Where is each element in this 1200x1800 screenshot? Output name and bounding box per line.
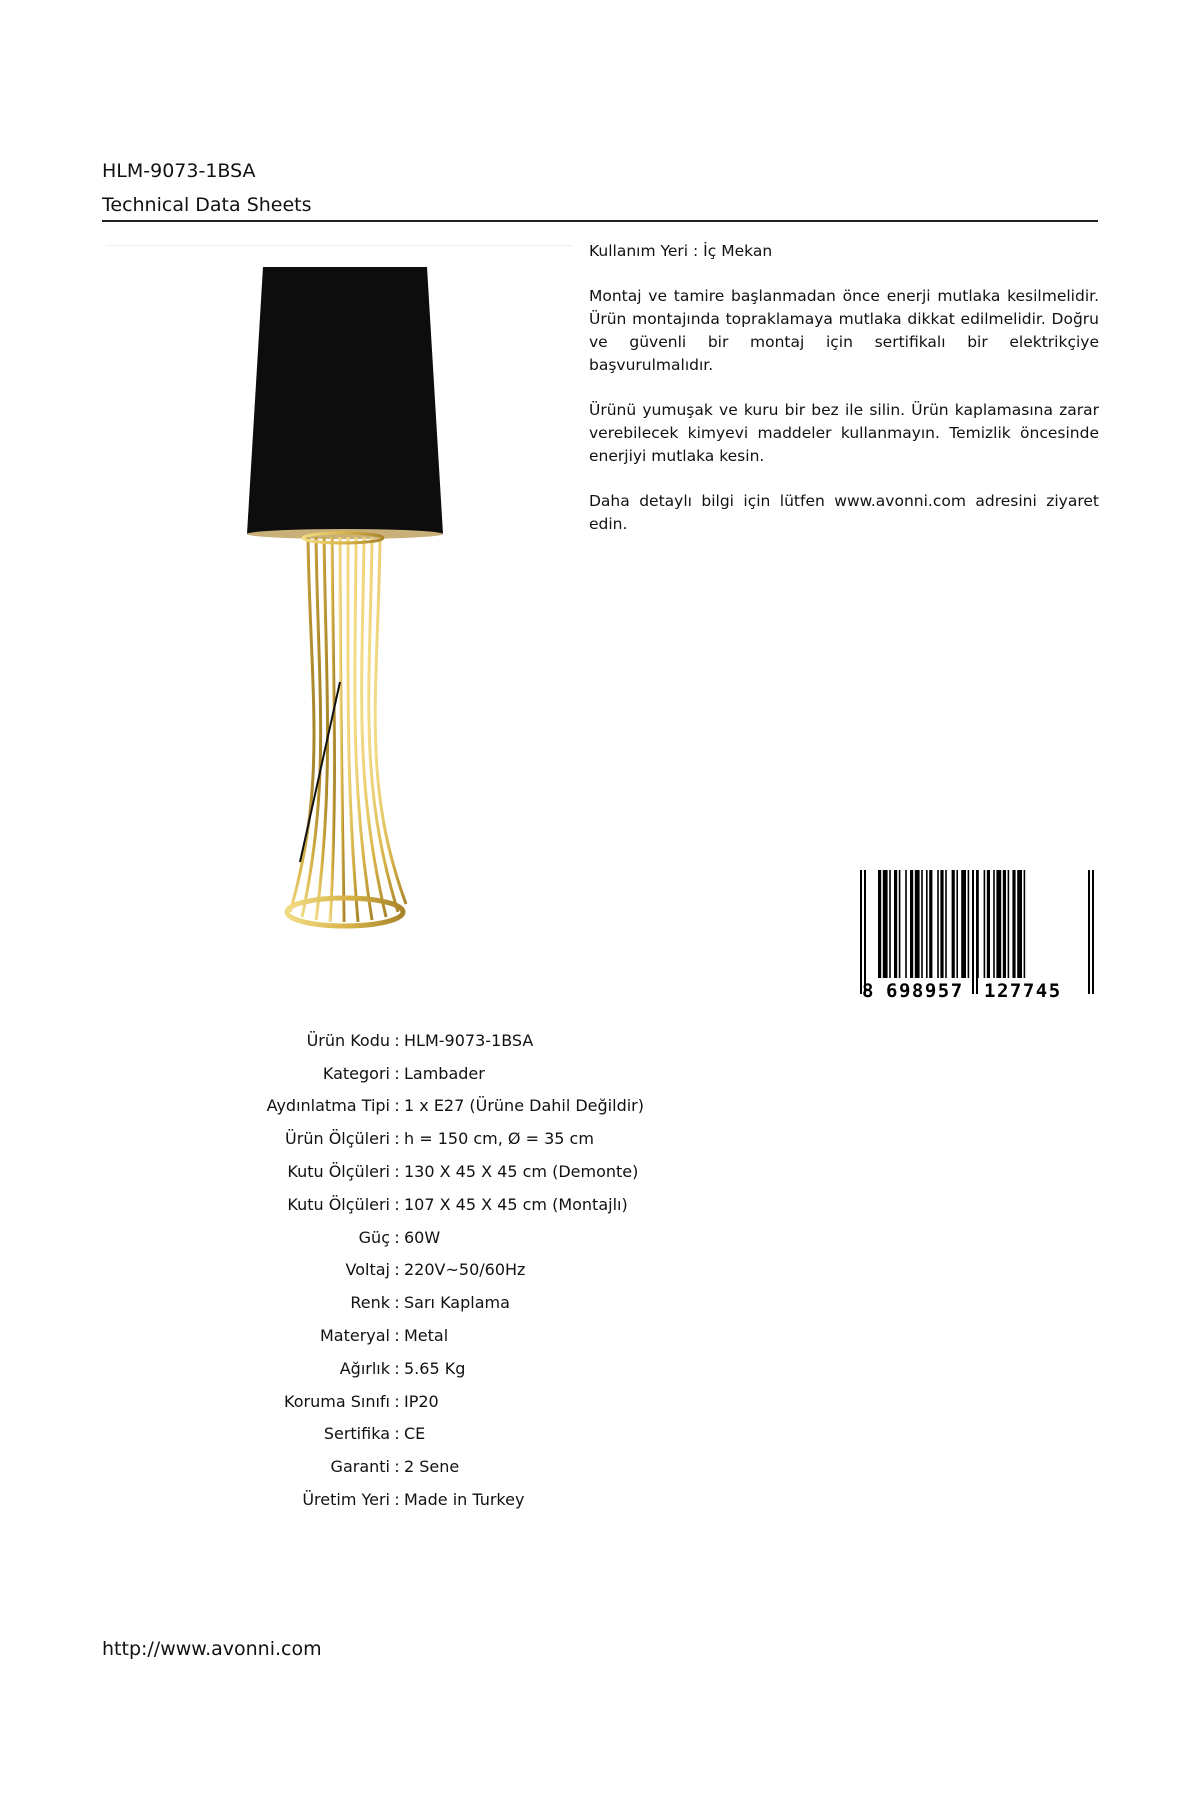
barcode-bar	[1008, 870, 1010, 978]
barcode-bar	[940, 870, 943, 978]
sheet-subtitle: Technical Data Sheets	[102, 194, 312, 216]
spec-value: HLM-9073-1BSA	[404, 1030, 534, 1050]
spec-label: Renk	[350, 1293, 390, 1313]
spec-row	[230, 1418, 644, 1451]
spec-separator: :	[394, 1063, 400, 1083]
spec-value: 1 x E27 (Ürüne Dahil Değildir)	[404, 1096, 644, 1116]
spec-row	[230, 1286, 644, 1319]
header-divider	[102, 220, 1098, 222]
spec-row	[230, 1024, 644, 1057]
spec-label: Üretim Yeri	[302, 1490, 390, 1510]
barcode-bar	[883, 870, 888, 978]
spec-row	[230, 1122, 644, 1155]
barcode-digit-first: 8	[862, 980, 874, 1001]
barcode-bar	[961, 870, 966, 978]
spec-separator: :	[394, 1194, 400, 1214]
barcode-guard-bar	[1088, 870, 1090, 994]
barcode-bar	[1017, 870, 1022, 978]
barcode-bar	[905, 870, 907, 978]
barcode-bar	[987, 870, 990, 978]
spec-value: 60W	[404, 1227, 441, 1247]
barcode-bar	[889, 870, 891, 978]
spec-label: Kutu Ölçüleri	[287, 1162, 390, 1182]
spec-separator: :	[394, 1227, 400, 1247]
barcode-bar	[956, 870, 958, 978]
product-code-title: HLM-9073-1BSA	[102, 160, 256, 182]
barcode-bar	[910, 870, 913, 978]
spec-value: 107 X 45 X 45 cm (Montajlı)	[404, 1194, 628, 1214]
spec-separator: :	[394, 1424, 400, 1444]
barcode-bar	[899, 870, 901, 978]
barcode-bar	[984, 870, 986, 978]
spec-separator: :	[394, 1391, 400, 1411]
spec-separator: :	[394, 1030, 400, 1050]
barcode-guard-bar	[976, 870, 978, 994]
spec-value: CE	[404, 1424, 426, 1444]
spec-label: Ürün Kodu	[306, 1030, 390, 1050]
spec-separator: :	[394, 1326, 400, 1346]
spec-value: 220V~50/60Hz	[404, 1260, 526, 1280]
barcode-guard-bar	[864, 870, 866, 994]
barcode-bar	[993, 870, 995, 978]
spec-row	[230, 1188, 644, 1221]
spec-separator: :	[394, 1260, 400, 1280]
spec-table	[230, 1024, 644, 1516]
spec-row	[230, 1450, 644, 1483]
info-paragraph-website: Daha detaylı bilgi için lütfen www.avonni.com adresini ziyaret edin.	[589, 492, 1099, 533]
barcode-bar	[996, 870, 1001, 978]
barcode-bar	[968, 870, 970, 978]
barcode-bar	[926, 870, 928, 978]
barcode-bar	[878, 870, 881, 978]
spec-value: Lambader	[404, 1063, 485, 1083]
barcode-bar	[945, 870, 947, 978]
spec-value: Made in Turkey	[404, 1490, 525, 1510]
spec-label: Garanti	[330, 1457, 390, 1477]
floor-lamp-image	[230, 262, 460, 942]
barcode-bar	[921, 870, 923, 978]
spec-value: 130 X 45 X 45 cm (Demonte)	[404, 1162, 639, 1182]
barcode-bar	[1024, 870, 1026, 978]
spec-separator: :	[394, 1162, 400, 1182]
spec-value: IP20	[404, 1391, 439, 1411]
barcode-bar	[952, 870, 955, 978]
barcode-bar	[894, 870, 897, 978]
spec-label: Ürün Ölçüleri	[285, 1129, 390, 1149]
lamp-shade	[247, 267, 443, 534]
footer-url[interactable]: http://www.avonni.com	[102, 1638, 322, 1660]
barcode	[856, 866, 1096, 1001]
spec-label: Materyal	[319, 1326, 390, 1346]
spec-label: Voltaj	[345, 1260, 390, 1280]
spec-label: Kategori	[322, 1063, 390, 1083]
spec-label: Koruma Sınıfı	[284, 1391, 390, 1411]
barcode-bars	[860, 870, 1094, 994]
spec-value: 2 Sene	[404, 1457, 460, 1477]
spec-row	[230, 1254, 644, 1287]
barcode-guard-bar	[1092, 870, 1094, 994]
spec-row	[230, 1483, 644, 1516]
spec-separator: :	[394, 1293, 400, 1313]
spec-label: Kutu Ölçüleri	[287, 1194, 390, 1214]
spec-separator: :	[394, 1358, 400, 1378]
spec-row	[230, 1221, 644, 1254]
spec-row	[230, 1319, 644, 1352]
barcode-guard-bar	[860, 870, 862, 994]
spec-label: Aydınlatma Tipi	[266, 1096, 390, 1116]
barcode-bar	[937, 870, 939, 978]
lamp-cage	[290, 537, 406, 922]
spec-row	[230, 1385, 644, 1418]
spec-label: Güç	[358, 1227, 390, 1247]
spec-separator: :	[394, 1129, 400, 1149]
spec-value: Metal	[404, 1326, 449, 1346]
spec-separator: :	[394, 1457, 400, 1477]
spec-row	[230, 1352, 644, 1385]
usage-location: Kullanım Yeri : İç Mekan	[589, 242, 773, 260]
barcode-guard-bar	[972, 870, 974, 994]
barcode-bar	[915, 870, 920, 978]
info-block	[589, 240, 1099, 558]
barcode-bar	[1012, 870, 1015, 978]
spec-label: Sertifika	[323, 1424, 390, 1444]
image-divider	[106, 245, 572, 246]
spec-separator: :	[394, 1096, 400, 1116]
spec-value: Sarı Kaplama	[404, 1293, 510, 1313]
info-paragraph-cleaning: Ürünü yumuşak ve kuru bir bez ile silin. Ürün kaplamasına zarar verebilecek kimyevi maddeler kullanmayın. Temizlik öncesinde enerjiyi mutlaka kesin.	[589, 401, 1099, 465]
info-paragraph-installation: Montaj ve tamire başlanmadan önce enerji mutlaka kesilmelidir. Ürün montajında topraklamaya mutlaka dikkat edilmelidir. Doğru ve güvenli bir montaj için sertifikalı bir elektrikçiye başvurulmalıdır.	[589, 287, 1099, 374]
spec-row	[230, 1057, 644, 1090]
barcode-bar	[1003, 870, 1006, 978]
spec-row	[230, 1155, 644, 1188]
barcode-bar	[929, 870, 932, 978]
spec-separator: :	[394, 1490, 400, 1510]
spec-value: 5.65 Kg	[404, 1358, 466, 1378]
barcode-digits-left: 698957	[886, 980, 964, 1001]
spec-value: h = 150 cm, Ø = 35 cm	[404, 1129, 594, 1149]
spec-row	[230, 1090, 644, 1123]
spec-label: Ağırlık	[339, 1358, 390, 1378]
barcode-digits-right: 127745	[984, 980, 1062, 1001]
